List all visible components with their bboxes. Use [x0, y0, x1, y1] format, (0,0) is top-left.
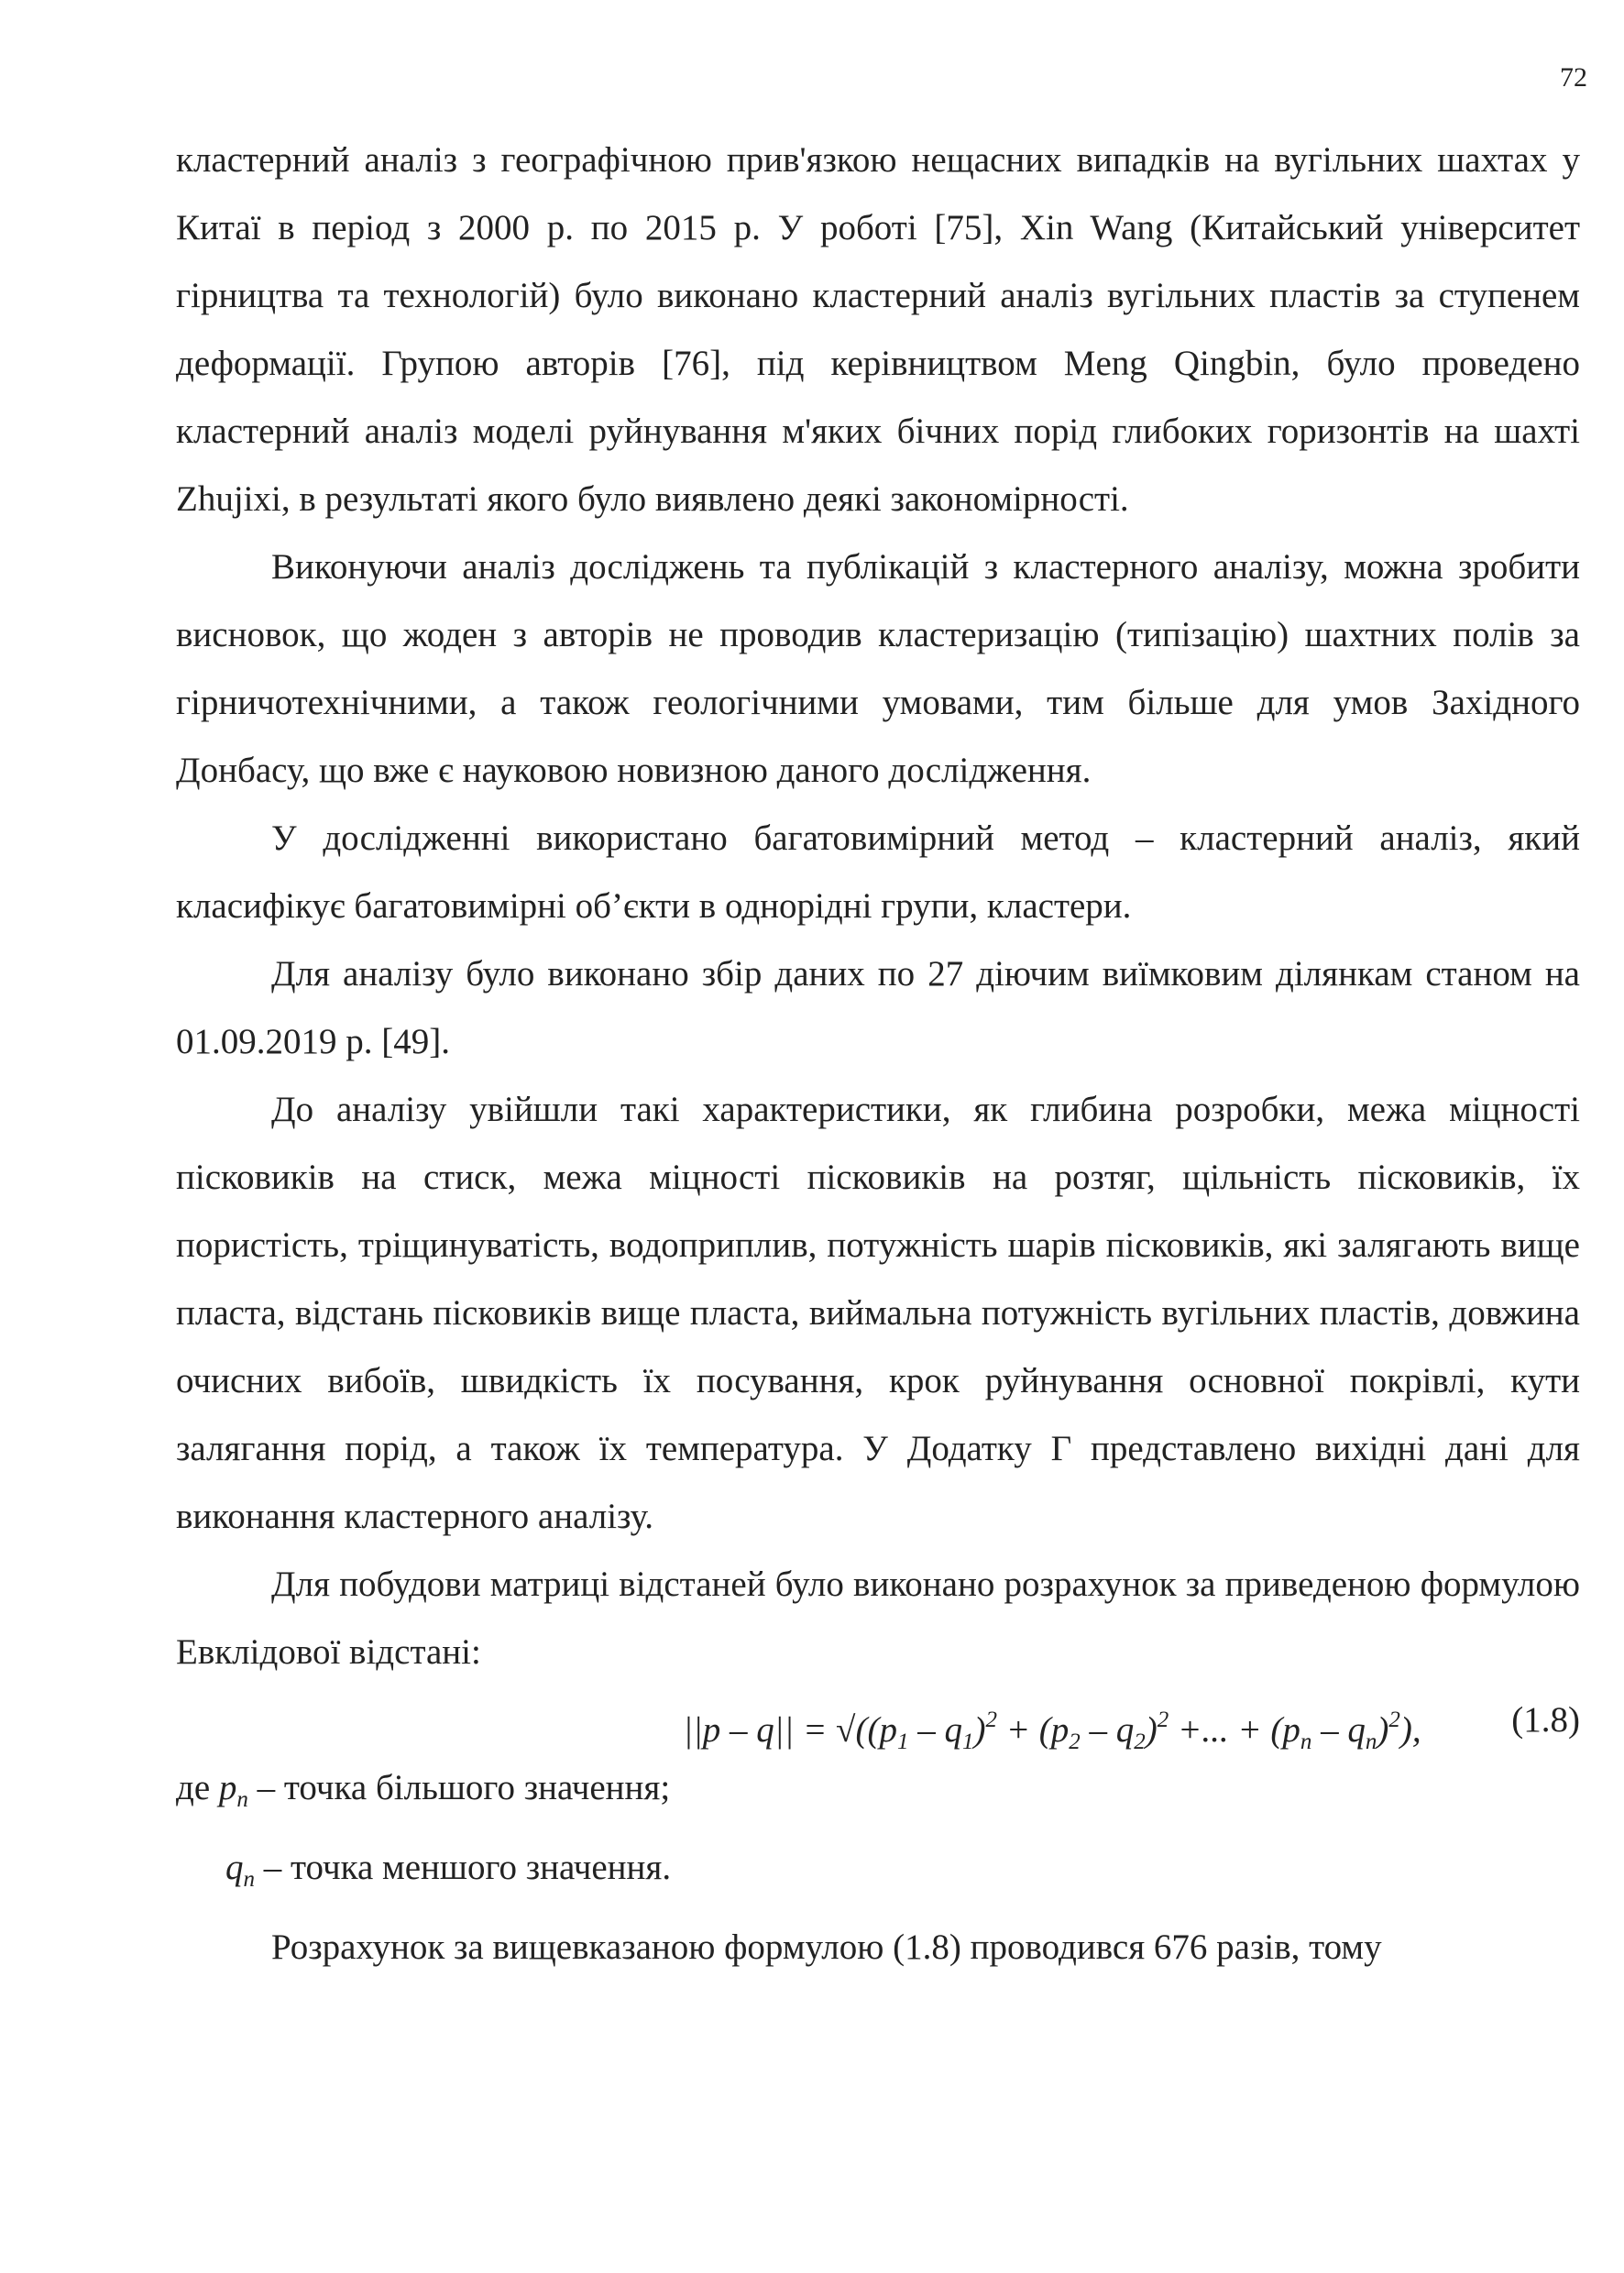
paragraph-3: У дослідженні використано багатовимірний метод – кластерний аналіз, який класифікує багатовимірні об’єкти в однорідні групи, кластери. — [176, 818, 1580, 926]
euclidean-distance-formula — [176, 1686, 1580, 1754]
formula-part: ), — [1399, 1710, 1421, 1750]
page-number: 72 — [1560, 62, 1587, 93]
variable-subscript: n — [243, 1867, 255, 1892]
where-line-2 — [176, 1834, 1580, 1914]
formula-part: ) — [973, 1710, 986, 1750]
formula-superscript: 2 — [985, 1707, 997, 1732]
where-prefix: де — [176, 1768, 219, 1807]
formula-subscript: 2 — [1134, 1729, 1146, 1754]
formula-subscript: 1 — [961, 1729, 974, 1754]
formula-subscript: 2 — [1069, 1729, 1081, 1754]
formula-subscript: 1 — [896, 1729, 909, 1754]
variable-subscript: n — [236, 1787, 248, 1812]
formula-part: ) — [1377, 1710, 1389, 1750]
formula-subscript: n — [1365, 1729, 1377, 1754]
paragraph-2: Виконуючи аналіз досліджень та публікацій з кластерного аналізу, можна зробити висновок, що жоден з авторів не проводив кластеризацію (типізацію) шахтних полів за гірничотехнічними, а також геологічними умовами, тим більше для умов Західного Донбасу, що вже є науковою новизною даного дослідження. — [176, 547, 1580, 790]
variable-description: – точка більшого значення; — [247, 1768, 671, 1807]
formula-part: – q — [1311, 1710, 1366, 1750]
formula-superscript: 2 — [1157, 1707, 1169, 1732]
paragraph-5: До аналізу увійшли такі характеристики, як глибина розробки, межа міцності пісковиків на стиск, межа міцності пісковиків на розтяг, щільність пісковиків, їх пористість, тріщинуватість, водоприплив, потужність шарів пісковиків, які залягають вище пласта, відстань пісковиків вище пласта, виймальна потужність вугільних пластів, довжина очисних вибоїв, швидкість їх посування, крок руйнування основної покрівлі, кути залягання порід, а також їх температура. У Додатку Г представлено вихідні дані для виконання кластерного аналізу. — [176, 1090, 1580, 1536]
paragraph-4: Для аналізу було виконано збір даних по 27 діючим виїмковим ділянкам станом на 01.09.2019 р. [49]. — [176, 954, 1580, 1061]
formula-part: ) — [1145, 1710, 1158, 1750]
formula-part: – q — [1080, 1710, 1135, 1750]
paragraph-6: Для побудови матриці відстаней було виконано розрахунок за приведеною формулою Евклідової відстані: — [176, 1565, 1580, 1672]
formula-part: ||p – q|| = √((p — [683, 1710, 897, 1750]
variable-q: q — [225, 1848, 244, 1887]
variable-p: p — [218, 1768, 237, 1807]
formula-superscript: 2 — [1388, 1707, 1400, 1732]
formula-part: – q — [908, 1710, 962, 1750]
body-text — [176, 126, 1580, 1982]
variable-description: – точка меншого значення. — [255, 1848, 672, 1887]
paragraph-1: кластерний аналіз з географічною прив'язкою нещасних випадків на вугільних шахтах у Китаї в період з 2000 р. по 2015 р. У роботі [75], Xin Wang (Китайський університет гірництва та технологій) було виконано кластерний аналіз вугільних пластів за ступенем деформації. Групою авторів [76], під керівництвом Meng Qingbin, було проведено кластерний аналіз моделі руйнування м'яких бічних порід глибоких горизонтів на шахті Zhujixi, в результаті якого було виявлено деякі закономірності. — [176, 140, 1580, 519]
formula-expression — [683, 1686, 1421, 1776]
formula-subscript: n — [1300, 1729, 1312, 1754]
formula-number: (1.8) — [1511, 1700, 1580, 1740]
formula-part: +... + (p — [1169, 1710, 1300, 1750]
paragraph-7: Розрахунок за вищевказаною формулою (1.8) проводився 676 разів, тому — [271, 1927, 1382, 1967]
formula-part: + (p — [996, 1710, 1070, 1750]
